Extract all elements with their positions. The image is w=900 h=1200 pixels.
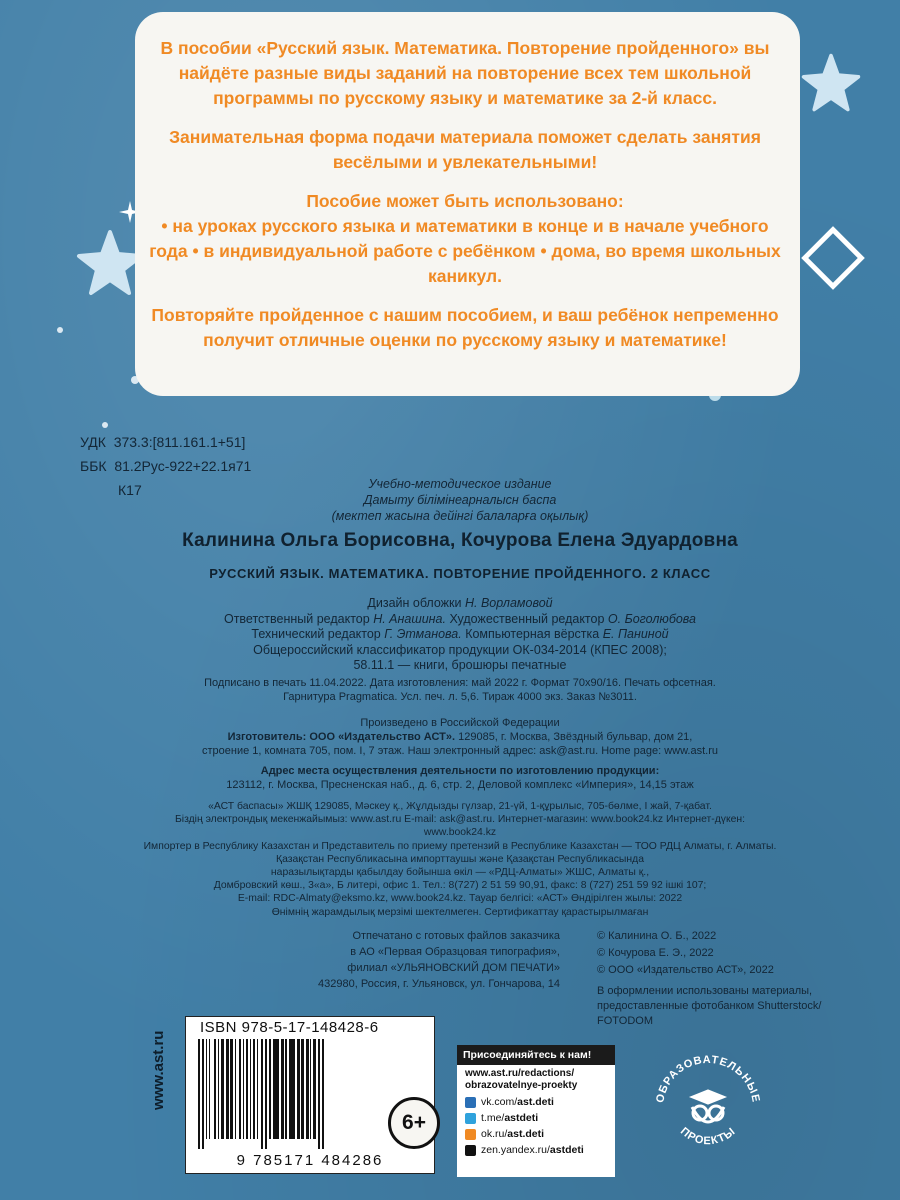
barcode-bar bbox=[226, 1039, 229, 1139]
editor-label: Ответственный редактор bbox=[223, 611, 370, 626]
made-in: Произведено в Российской Федерации bbox=[360, 717, 560, 729]
social-telegram bbox=[457, 1110, 615, 1126]
classifier-line: Общероссийский классификатор продукции ОК-034-2014 (КПЕС 2008); bbox=[253, 642, 667, 657]
editor-name: Н. Анашина. bbox=[373, 611, 446, 626]
vk-icon bbox=[465, 1097, 476, 1108]
zen-icon bbox=[465, 1145, 476, 1156]
barcode-bar bbox=[285, 1039, 287, 1139]
age-rating-badge: 6+ bbox=[388, 1097, 440, 1149]
kazakh-line: E-mail: RDC-Almaty@eksmo.kz, www.book24.kz. Тауар белгісі: «АСТ» Өндірілген жылы: 2022 bbox=[237, 893, 683, 905]
promo-paragraph-4: Повторяйте пройденное с нашим пособием, и ваш ребёнок непременно получит отличные оценки по русскому языку и математике! bbox=[151, 305, 779, 350]
design-label: Дизайн обложки bbox=[367, 596, 462, 610]
printer-line: в АО «Первая Образцовая типография», bbox=[350, 946, 560, 958]
barcode-bar bbox=[239, 1039, 241, 1139]
manufacturer-block bbox=[150, 716, 770, 792]
barcode-bar bbox=[261, 1039, 263, 1149]
printer-line: филиал «УЛЬЯНОВСКИЙ ДОМ ПЕЧАТИ» bbox=[347, 962, 560, 974]
barcode-bar bbox=[276, 1039, 279, 1139]
print-info-line-1: Подписано в печать 11.04.2022. Дата изготовления: май 2022 г. Формат 70x90/16. Печать офсетная. bbox=[204, 677, 716, 689]
layout-name: Е. Паниной bbox=[602, 627, 669, 641]
printer-line: Отпечатано с готовых файлов заказчика bbox=[352, 930, 560, 942]
bbk-code: 81.2Рус-922+22.1я71 bbox=[114, 458, 252, 474]
kazakh-line: наразылықтарды қабылдау бойынша өкіл — «РДЦ-Алматы» ЖШС, Алматы қ., bbox=[270, 867, 650, 879]
diamond-decoration bbox=[795, 220, 871, 296]
edition-type-kz: Дамыту білімінеарналысн баспа bbox=[363, 493, 557, 507]
social-handle: astdeti bbox=[549, 1144, 584, 1156]
social-url-line-2: obrazovatelnye-proekty bbox=[465, 1080, 578, 1091]
production-address-label: Адрес места осуществления деятельности по изготовлению продукции: bbox=[260, 765, 660, 777]
social-vk bbox=[457, 1094, 615, 1110]
barcode-bar bbox=[198, 1039, 200, 1149]
barcode-bar bbox=[281, 1039, 284, 1139]
social-handle: ast.deti bbox=[517, 1096, 554, 1108]
barcode-bar bbox=[310, 1039, 311, 1139]
photo-credit-line: FOTODOM bbox=[597, 1015, 654, 1027]
social-header: Присоединяйтесь к нам! bbox=[457, 1045, 615, 1065]
kazakh-line: Біздің электрондық мекенжайымыз: www.ast.ru E-mail: ask@ast.ru. Интернет-магазин: www.book24.kz Интернет-дүкен: www.book24.kz bbox=[174, 814, 746, 839]
photo-credit-line: В оформлении использованы материалы, bbox=[597, 985, 813, 997]
kazakh-line: Өнімнің жарамдылық мерзімі шектелмеген. Сертификаттау қарастырылмаған bbox=[271, 906, 649, 918]
promo-usage-bullet-2: • в индивидуальной работе с ребёнком bbox=[192, 241, 536, 261]
credits-block bbox=[170, 596, 750, 674]
tech-editor-label: Технический редактор bbox=[251, 627, 381, 641]
copyright-block bbox=[597, 928, 857, 979]
barcode-bar bbox=[257, 1039, 258, 1139]
barcode-bar bbox=[322, 1039, 324, 1149]
barcode-bar bbox=[209, 1039, 210, 1139]
barcode-bar bbox=[265, 1039, 267, 1149]
barcode-bar bbox=[214, 1039, 216, 1139]
tech-editor-name: Г. Этманова. bbox=[384, 627, 462, 641]
photo-credit bbox=[597, 984, 887, 1029]
udk-label: УДК bbox=[80, 434, 106, 450]
barcode-bar bbox=[243, 1039, 244, 1139]
printer-block bbox=[180, 928, 560, 992]
layout-label: Компьютерная вёрстка bbox=[465, 627, 600, 641]
print-info-line-2: Гарнитура Pragmatica. Усл. печ. л. 5,6. Тираж 4000 экз. Заказ №3011. bbox=[283, 691, 637, 703]
kazakh-line: Қазақстан Республикасына импорттаушы және Қазақстан Республикасында bbox=[276, 853, 644, 865]
kazakh-line: «АСТ баспасы» ЖШҚ 129085, Мәскеу қ., Жұлдызды гүлзар, 21-үй, 1-құрылыс, 705-бөлме, I жай, 7-қабат. bbox=[208, 801, 712, 812]
emblem-bottom-text: ПРОЕКТЫ bbox=[677, 1125, 739, 1148]
barcode-bar bbox=[301, 1039, 304, 1139]
social-prefix: zen.yandex.ru/ bbox=[481, 1144, 550, 1156]
barcode-bar bbox=[269, 1039, 271, 1139]
kazakh-line: Домбровский көш., 3«а», Б литері, офис 1. Тел.: 8(727) 2 51 59 90,91, факс: 8 (727) 251 59 92 ішкі 107; bbox=[213, 880, 707, 892]
barcode-bar bbox=[218, 1039, 219, 1139]
social-ok bbox=[457, 1126, 615, 1142]
promo-usage-bullet-1: • на уроках русского языка и математики в конце и в начале учебного года bbox=[149, 216, 769, 261]
telegram-icon bbox=[465, 1113, 476, 1124]
barcode-bar bbox=[289, 1039, 292, 1139]
barcode bbox=[196, 1039, 420, 1149]
barcode-number: 9 785171 484286 bbox=[236, 1152, 384, 1169]
art-editor-label: Художественный редактор bbox=[449, 611, 605, 626]
udk-code: 373.3:[811.161.1+51] bbox=[113, 434, 246, 450]
star-decoration-right bbox=[800, 52, 862, 114]
social-zen bbox=[457, 1142, 615, 1158]
photo-credit-line: предоставленные фотобанком Shutterstock/ bbox=[597, 1000, 822, 1012]
edition-type bbox=[160, 476, 760, 524]
printer-line: 432980, Россия, г. Ульяновск, ул. Гончарова, 14 bbox=[318, 978, 560, 990]
design-name: Н. Ворламовой bbox=[464, 596, 553, 610]
edition-type-ru: Учебно-методическое издание bbox=[368, 477, 552, 491]
social-prefix: t.me/ bbox=[481, 1112, 505, 1124]
promo-usage bbox=[140, 189, 790, 289]
kazakh-block bbox=[140, 800, 780, 919]
barcode-bar bbox=[202, 1039, 204, 1149]
social-prefix: vk.com/ bbox=[481, 1096, 518, 1108]
isbn: ISBN 978-5-17-148428-6 bbox=[200, 1019, 379, 1036]
social-links bbox=[457, 1045, 615, 1177]
manufacturer-line-1: 129085, г. Москва, Звёздный бульвар, дом 21, bbox=[455, 731, 693, 743]
book-title: РУССКИЙ ЯЗЫК. МАТЕМАТИКА. ПОВТОРЕНИЕ ПРОЙДЕННОГО. 2 КЛАСС bbox=[209, 566, 711, 581]
art-editor-name: О. Боголюбова bbox=[607, 611, 696, 626]
copyright-line: © Кочурова Е. Э., 2022 bbox=[597, 947, 714, 959]
manufacturer-line-2: строение 1, комната 705, пом. I, 7 этаж. Наш электронный адрес: ask@ast.ru. Home page: www.ast.ru bbox=[202, 745, 718, 757]
promo-usage-title: Пособие может быть использовано: bbox=[306, 191, 624, 211]
promo-paragraph-2: Занимательная форма подачи материала поможет сделать занятия весёлыми и увлекательными! bbox=[169, 127, 761, 172]
social-url-line-1: www.ast.ru/redactions/ bbox=[465, 1068, 575, 1079]
print-info bbox=[170, 676, 750, 704]
ok-icon bbox=[465, 1129, 476, 1140]
barcode-bar bbox=[273, 1039, 276, 1139]
barcode-bar bbox=[246, 1039, 248, 1139]
barcode-bar bbox=[235, 1039, 236, 1139]
social-prefix: ok.ru/ bbox=[481, 1128, 508, 1140]
barcode-bar bbox=[306, 1039, 309, 1139]
promo-text bbox=[140, 36, 790, 367]
kazakh-line: Импортер в Республику Казахстан и Представитель по приему претензий в Республике Казахстан — ТОО РДЦ Алматы, г. Алматы. bbox=[143, 840, 777, 852]
promo-paragraph-1: В пособии «Русский язык. Математика. Повторение пройденного» вы найдёте разные виды заданий на повторение всех тем школьной программы по русскому языку и математике за 2-й класс. bbox=[160, 38, 770, 108]
edition-type-kz2: (мектеп жасына дейінгі балаларға оқылық) bbox=[331, 509, 589, 523]
barcode-bar bbox=[253, 1039, 255, 1139]
barcode-bar bbox=[297, 1039, 300, 1139]
bbk-label: ББК bbox=[80, 458, 107, 474]
barcode-bar bbox=[250, 1039, 251, 1139]
classifier-line-2: 58.11.1 — книги, брошюры печатные bbox=[353, 658, 567, 672]
authors: Калинина Ольга Борисовна, Кочурова Елена Эдуардовна bbox=[182, 530, 738, 551]
emblem-top-text: ОБРАЗОВАТЕЛЬНЫЕ bbox=[654, 1053, 762, 1104]
owl-icon bbox=[692, 1091, 724, 1122]
social-handle: ast.deti bbox=[507, 1128, 545, 1140]
manufacturer-label: Изготовитель: ООО «Издательство АСТ». bbox=[227, 731, 456, 743]
copyright-line: © Калинина О. Б., 2022 bbox=[597, 930, 717, 942]
barcode-bar bbox=[318, 1039, 320, 1149]
copyright-line: © ООО «Издательство АСТ», 2022 bbox=[597, 964, 774, 976]
barcode-bar bbox=[313, 1039, 316, 1139]
education-projects-emblem bbox=[645, 1045, 771, 1171]
site-vertical: www.ast.ru bbox=[150, 1030, 167, 1110]
barcode-bar bbox=[206, 1039, 207, 1139]
social-handle: astdeti bbox=[504, 1112, 539, 1124]
k-code: К17 bbox=[118, 482, 142, 498]
promo-usage-bullet-3: • дома, во время школьных каникул. bbox=[427, 241, 781, 286]
production-address: 123112, г. Москва, Пресненская наб., д. 6, стр. 2, Деловой комплекс «Империя», 14,15 этаж bbox=[226, 779, 694, 791]
svg-text:ПРОЕКТЫ bbox=[678, 1125, 738, 1147]
barcode-bar bbox=[221, 1039, 224, 1139]
barcode-bar bbox=[230, 1039, 233, 1139]
barcode-bar bbox=[292, 1039, 295, 1139]
social-site-url bbox=[457, 1065, 615, 1094]
